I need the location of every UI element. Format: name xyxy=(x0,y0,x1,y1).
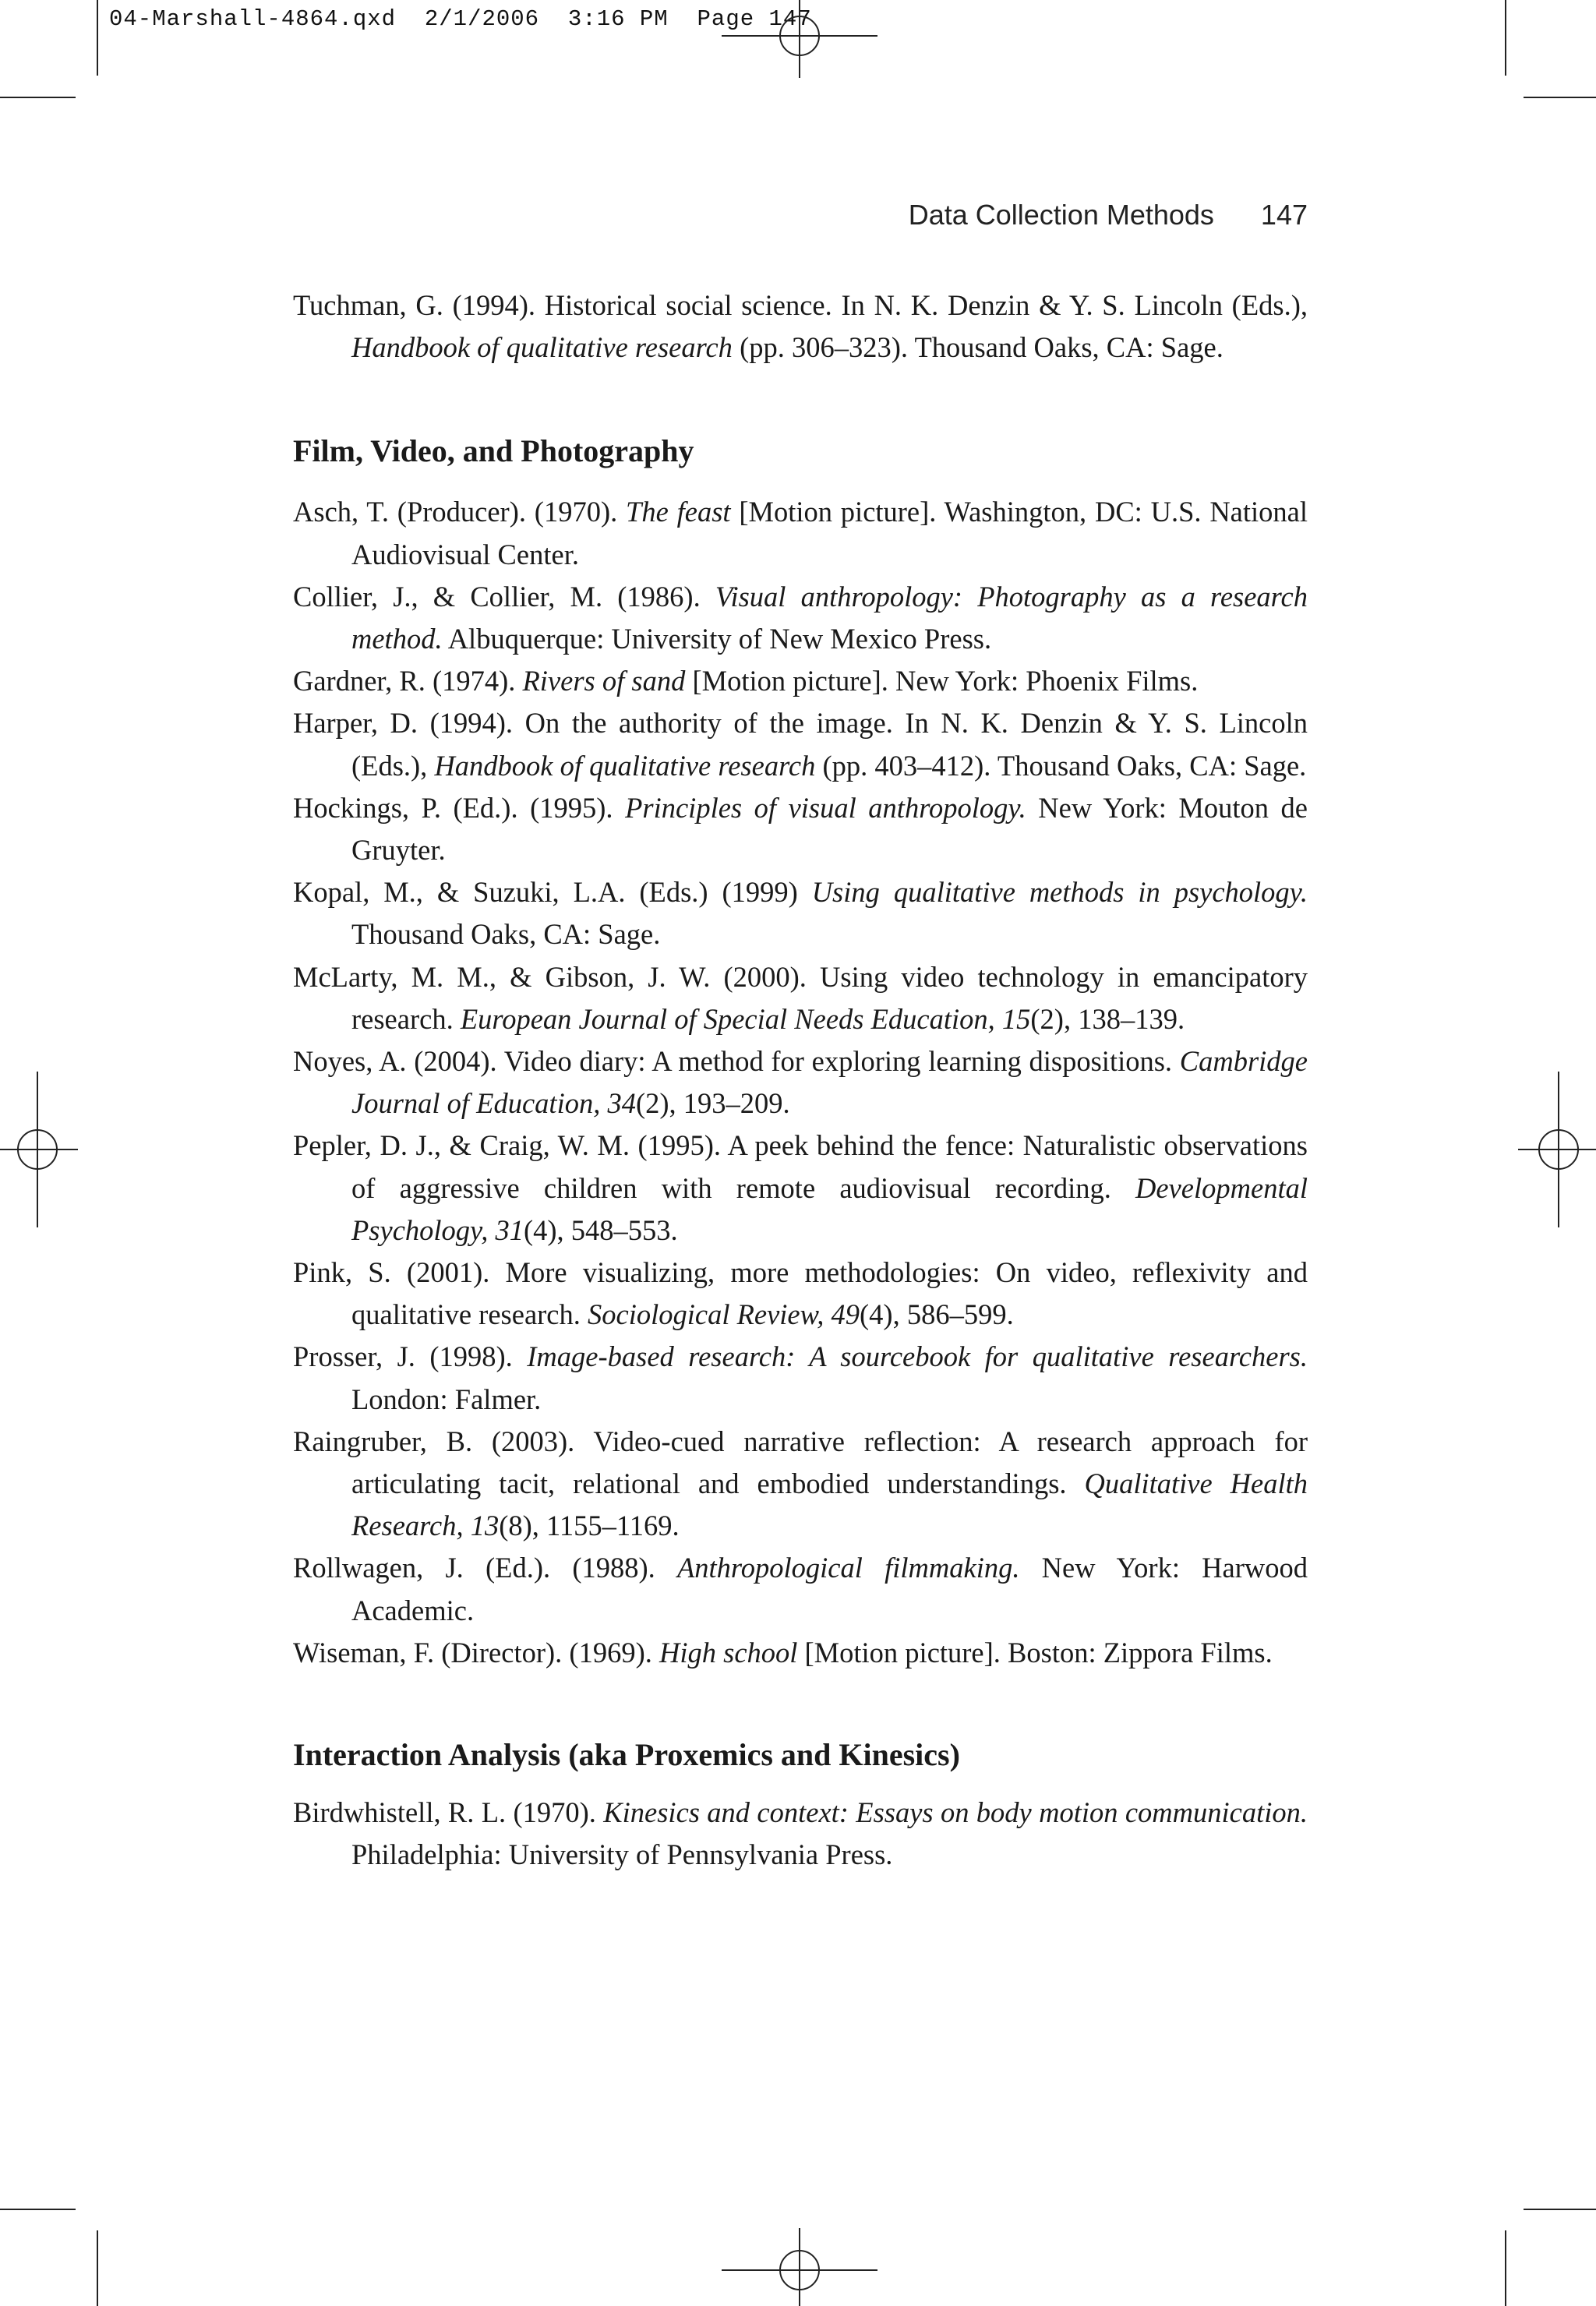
crop-mark-bottom-right-v xyxy=(1505,2230,1506,2306)
crop-mark-top-right-h xyxy=(1524,97,1596,98)
reference-entry: Prosser, J. (1998). Image-based research: A sourcebook for qualitative researchers. London: Falmer. xyxy=(293,1340,1308,1415)
running-head xyxy=(909,199,1308,231)
page-body xyxy=(293,284,1308,1877)
crop-mark-top-right-v xyxy=(1505,0,1506,76)
crop-mark-top-left-h xyxy=(0,97,76,98)
page-number: 147 xyxy=(1260,199,1308,231)
reference-entry: Collier, J., & Collier, M. (1986). Visual anthropology: Photography as a research method. Albuquerque: University of New Mexico Press. xyxy=(293,580,1308,655)
registration-mark-left-icon xyxy=(0,1072,78,1227)
reference-entry: Hockings, P. (Ed.). (1995). Principles of visual anthropology. New York: Mouton de Gruyter. xyxy=(293,791,1308,867)
reference-entry: McLarty, M. M., & Gibson, J. W. (2000). Using video technology in emancipatory research. European Journal of Special Needs Education, 15(2), 138–139. xyxy=(293,960,1308,1035)
reference-entry: Harper, D. (1994). On the authority of the image. In N. K. Denzin & Y. S. Lincoln (Eds.), Handbook of qualitative research (pp. 403–412). Thousand Oaks, CA: Sage. xyxy=(293,707,1308,782)
reference-entry: Pink, S. (2001). More visualizing, more methodologies: On video, reflexivity and qualitative research. Sociological Review, 49(4), 586–599. xyxy=(293,1256,1308,1331)
reference-entry: Rollwagen, J. (Ed.). (1988). Anthropological filmmaking. New York: Harwood Academic. xyxy=(293,1552,1308,1626)
reference-entry: Wiseman, F. (Director). (1969). High school [Motion picture]. Boston: Zippora Films. xyxy=(293,1636,1273,1669)
crop-mark-bottom-right-h xyxy=(1524,2209,1596,2210)
crop-mark-bottom-left-v xyxy=(97,2230,98,2306)
section-heading-film: Film, Video, and Photography xyxy=(293,433,694,469)
reference-entry: Pepler, D. J., & Craig, W. M. (1995). A peek behind the fence: Naturalistic observations of aggressive children with remote audiovisual recording. Developmental Psychology, 31(4), 548–553. xyxy=(293,1129,1308,1246)
file-slug: 04-Marshall-4864.qxd 2/1/2006 3:16 PM Page 147 xyxy=(109,6,812,32)
reference-entry: Noyes, A. (2004). Video diary: A method for exploring learning dispositions. Cambridge Journal of Education, 34(2), 193–209. xyxy=(293,1045,1308,1120)
registration-mark-top-icon xyxy=(722,0,877,78)
reference-entry: Birdwhistell, R. L. (1970). Kinesics and context: Essays on body motion communication. Philadelphia: University of Pennsylvania Press. xyxy=(293,1796,1308,1871)
reference-entry: Kopal, M., & Suzuki, L.A. (Eds.) (1999) Using qualitative methods in psychology. Thousand Oaks, CA: Sage. xyxy=(293,876,1308,951)
reference-entry: Gardner, R. (1974). Rivers of sand [Motion picture]. New York: Phoenix Films. xyxy=(293,665,1199,697)
crop-mark-top-left-v xyxy=(97,0,98,76)
crop-mark-bottom-left-h xyxy=(0,2209,76,2210)
reference-entry: Tuchman, G. (1994). Historical social science. In N. K. Denzin & Y. S. Lincoln (Eds.), Handbook of qualitative research (pp. 306–323). Thousand Oaks, CA: Sage. xyxy=(293,289,1308,364)
registration-mark-right-icon xyxy=(1518,1072,1596,1227)
running-head-title: Data Collection Methods xyxy=(908,199,1214,231)
reference-entry: Asch, T. (Producer). (1970). The feast [Motion picture]. Washington, DC: U.S. National Audiovisual Center. xyxy=(293,496,1308,570)
registration-mark-bottom-icon xyxy=(722,2228,877,2306)
reference-entry: Raingruber, B. (2003). Video-cued narrative reflection: A research approach for articulating tacit, relational and embodied understandings. Qualitative Health Research, 13(8), 1155–1169. xyxy=(293,1425,1308,1542)
section-heading-interaction-analysis: Interaction Analysis (aka Proxemics and Kinesics) xyxy=(293,1737,960,1773)
